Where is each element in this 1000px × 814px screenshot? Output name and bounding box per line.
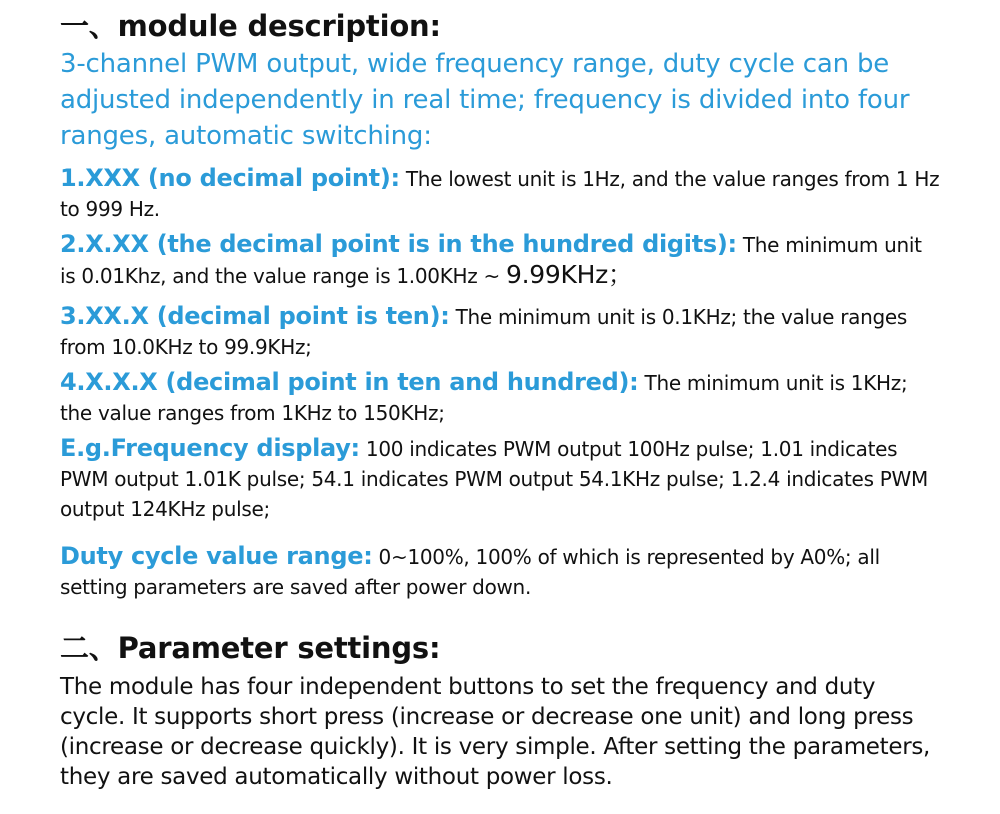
module-intro-text: 3-channel PWM output, wide frequency range, duty cycle can be adjusted independently in real time; frequency is divided into four ranges, automatic switching:: [60, 49, 910, 151]
frequency-display-example-text: 100 indicates PWM output 100Hz pulse; 1.01 indicates PWM output 1.01K pulse; 54.1 indicates PWM output 54.1KHz pulse; 1.2.4 indicates PWM output 124KHz pulse;: [60, 437, 928, 521]
range-item-4: [60, 367, 940, 428]
range-item-2-max-value: 9.99KHz；: [506, 260, 633, 289]
range-item-1: [60, 163, 940, 224]
duty-cycle-range-label: Duty cycle value range:: [60, 542, 373, 570]
frequency-display-example-label: E.g.Frequency display:: [60, 434, 360, 462]
parameter-settings-text: The module has four independent buttons to set the frequency and duty cycle. It supports short press (increase or decrease one unit) and long press (increase or decrease quickly). It is very simple. After setting the parameters, they are saved automatically without power loss.: [60, 674, 931, 790]
range-item-3-label: 3.XX.X (decimal point is ten):: [60, 302, 450, 330]
frequency-display-example: [60, 433, 940, 524]
range-item-4-text: The minimum unit is 1KHz; the value ranges from 1KHz to 150KHz;: [60, 371, 908, 425]
range-item-2: [60, 229, 940, 291]
range-item-2-text: The minimum unit is 0.01Khz, and the value range is 1.00KHz ~: [60, 233, 922, 288]
range-item-2-label: 2.X.XX (the decimal point is in the hundred digits):: [60, 230, 737, 258]
range-item-1-text: The lowest unit is 1Hz, and the value ranges from 1 Hz to 999 Hz.: [60, 167, 940, 221]
section-module-description-heading: 一、module description:: [60, 9, 441, 43]
duty-cycle-range: [60, 541, 940, 602]
duty-cycle-range-text: 0~100%, 100% of which is represented by A0%; all setting parameters are saved after power down.: [60, 545, 880, 599]
range-item-4-label: 4.X.X.X (decimal point in ten and hundred):: [60, 368, 639, 396]
range-item-3-text: The minimum unit is 0.1KHz; the value ranges from 10.0KHz to 99.9KHz;: [60, 305, 907, 359]
range-item-3: [60, 301, 940, 362]
range-item-1-label: 1.XXX (no decimal point):: [60, 164, 400, 192]
section-parameter-settings-heading: 二、Parameter settings:: [60, 631, 441, 665]
